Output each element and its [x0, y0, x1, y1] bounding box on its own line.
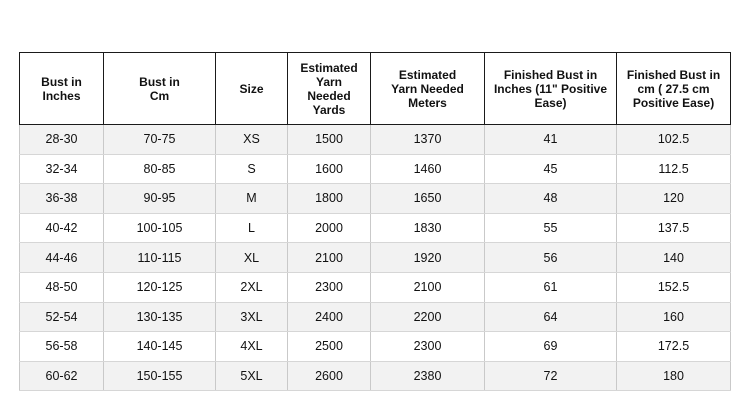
cell-yarn-meters: 1370 [371, 125, 485, 155]
cell-bust-cm: 90-95 [104, 184, 216, 214]
cell-yarn-yards: 2400 [288, 302, 371, 332]
cell-finished-bust-inches: 45 [485, 154, 617, 184]
table-row [20, 213, 731, 243]
cell-yarn-yards: 1600 [288, 154, 371, 184]
cell-finished-bust-cm: 180 [617, 361, 731, 391]
header-yarn-meters: Estimated Yarn Needed Meters [371, 53, 485, 125]
cell-yarn-yards: 2300 [288, 272, 371, 302]
table-row [20, 125, 731, 155]
cell-size: 5XL [216, 361, 288, 391]
cell-yarn-yards: 1500 [288, 125, 371, 155]
cell-bust-inches: 56-58 [20, 332, 104, 362]
header-row [20, 53, 731, 125]
table-row [20, 361, 731, 391]
cell-bust-inches: 52-54 [20, 302, 104, 332]
header-yarn-yards: Estimated Yarn Needed Yards [288, 53, 371, 125]
cell-size: L [216, 213, 288, 243]
cell-finished-bust-inches: 55 [485, 213, 617, 243]
cell-finished-bust-inches: 69 [485, 332, 617, 362]
cell-size: 3XL [216, 302, 288, 332]
cell-finished-bust-cm: 137.5 [617, 213, 731, 243]
cell-finished-bust-inches: 48 [485, 184, 617, 214]
cell-finished-bust-cm: 152.5 [617, 272, 731, 302]
cell-yarn-meters: 2100 [371, 272, 485, 302]
header-bust-inches: Bust in Inches [20, 53, 104, 125]
header-bust-cm: Bust in Cm [104, 53, 216, 125]
table-row [20, 272, 731, 302]
header-finished-bust-cm: Finished Bust in cm ( 27.5 cm Positive Ease) [617, 53, 731, 125]
cell-yarn-meters: 2300 [371, 332, 485, 362]
table-row [20, 184, 731, 214]
cell-bust-cm: 130-135 [104, 302, 216, 332]
cell-size: 2XL [216, 272, 288, 302]
cell-bust-cm: 150-155 [104, 361, 216, 391]
cell-finished-bust-cm: 140 [617, 243, 731, 273]
header-finished-bust-inches: Finished Bust in Inches (11" Positive Ease) [485, 53, 617, 125]
cell-yarn-yards: 2000 [288, 213, 371, 243]
cell-bust-inches: 32-34 [20, 154, 104, 184]
cell-bust-inches: 44-46 [20, 243, 104, 273]
cell-finished-bust-cm: 112.5 [617, 154, 731, 184]
cell-size: M [216, 184, 288, 214]
cell-yarn-meters: 1460 [371, 154, 485, 184]
cell-bust-cm: 80-85 [104, 154, 216, 184]
cell-yarn-meters: 1830 [371, 213, 485, 243]
table-row [20, 154, 731, 184]
cell-bust-cm: 100-105 [104, 213, 216, 243]
cell-yarn-meters: 2380 [371, 361, 485, 391]
cell-yarn-yards: 1800 [288, 184, 371, 214]
cell-bust-cm: 70-75 [104, 125, 216, 155]
cell-size: S [216, 154, 288, 184]
cell-bust-cm: 120-125 [104, 272, 216, 302]
table-row [20, 243, 731, 273]
cell-yarn-yards: 2100 [288, 243, 371, 273]
cell-finished-bust-cm: 102.5 [617, 125, 731, 155]
cell-yarn-meters: 2200 [371, 302, 485, 332]
cell-yarn-meters: 1650 [371, 184, 485, 214]
cell-finished-bust-cm: 172.5 [617, 332, 731, 362]
cell-bust-cm: 110-115 [104, 243, 216, 273]
cell-finished-bust-inches: 61 [485, 272, 617, 302]
cell-finished-bust-inches: 41 [485, 125, 617, 155]
cell-finished-bust-inches: 64 [485, 302, 617, 332]
cell-size: 4XL [216, 332, 288, 362]
cell-bust-inches: 48-50 [20, 272, 104, 302]
table-row [20, 302, 731, 332]
size-chart-container [19, 52, 730, 391]
cell-bust-cm: 140-145 [104, 332, 216, 362]
cell-yarn-yards: 2600 [288, 361, 371, 391]
cell-yarn-yards: 2500 [288, 332, 371, 362]
cell-finished-bust-cm: 120 [617, 184, 731, 214]
cell-finished-bust-inches: 56 [485, 243, 617, 273]
table-row [20, 332, 731, 362]
cell-yarn-meters: 1920 [371, 243, 485, 273]
cell-bust-inches: 40-42 [20, 213, 104, 243]
cell-bust-inches: 36-38 [20, 184, 104, 214]
cell-bust-inches: 28-30 [20, 125, 104, 155]
cell-finished-bust-cm: 160 [617, 302, 731, 332]
size-chart-table [19, 52, 731, 391]
header-size: Size [216, 53, 288, 125]
cell-bust-inches: 60-62 [20, 361, 104, 391]
cell-size: XL [216, 243, 288, 273]
cell-finished-bust-inches: 72 [485, 361, 617, 391]
cell-size: XS [216, 125, 288, 155]
